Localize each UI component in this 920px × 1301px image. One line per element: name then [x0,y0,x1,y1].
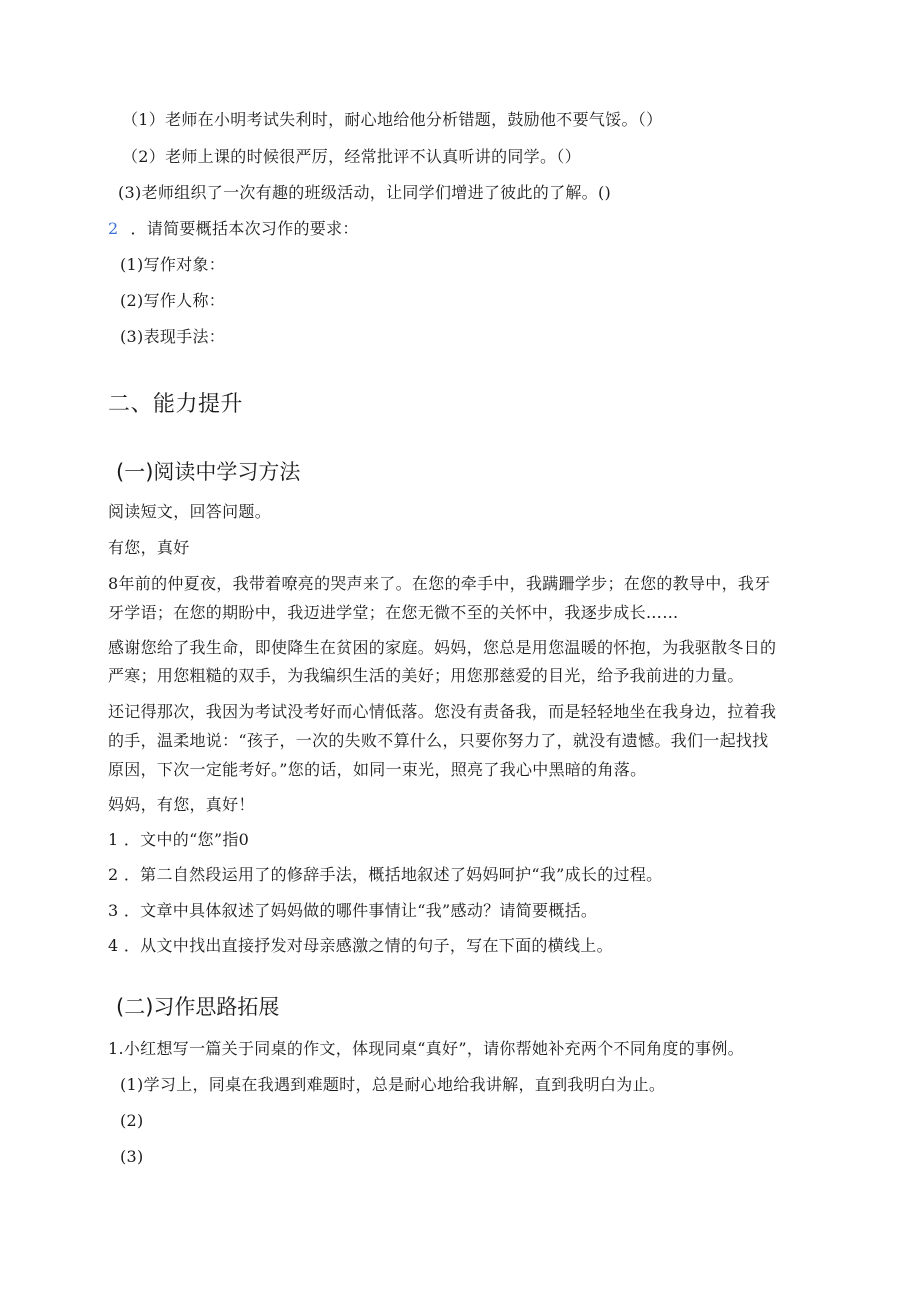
subsection-2-heading: (二)习作思路拓展 [116,995,280,1019]
subsection-1-heading: (一)阅读中学习方法 [116,460,301,484]
essay-title: 有您，真好 [108,538,190,557]
requirement-2: (2)写作人称： [120,291,226,310]
essay-para-3-line-2: 的手，温柔地说：“孩子，一次的失败不算什么，只要你努力了，就没有遗憾。我们一起找找 [108,731,769,750]
writing-item-3: (3) [120,1147,144,1166]
reading-question-3: 3 ．文章中具体叙述了妈妈做的哪件事情让“我”感动？请简要概括。 [108,901,598,920]
judge-item-2: （2）老师上课的时候很严厉，经常批评不认真听讲的同学。（） [122,147,581,166]
essay-para-1-line-2: 牙学语；在您的期盼中，我迈进学堂；在您无微不至的关怀中，我逐步成长…… [108,603,679,622]
reading-question-4: 4 ．从文中找出直接抒发对母亲感激之情的句子，写在下面的横线上。 [108,936,613,955]
requirement-3: (3)表现手法： [120,327,226,346]
reading-question-2: 2 ．第二自然段运用了的修辞手法，概括地叙述了妈妈呵护“我”成长的过程。 [108,865,663,884]
essay-para-3-line-3: 原因，下次一定能考好。”您的话，如同一束光，照亮了我心中黑暗的角落。 [108,760,647,779]
writing-question-1: 1.小红想写一篇关于同桌的作文，体现同桌“真好”，请你帮她补充两个不同角度的事例。 [108,1039,744,1058]
essay-para-2-line-1: 感谢您给了我生命，即使降生在贫困的家庭。妈妈，您总是用您温暖的怀抱，为我驱散冬日的 [108,638,777,657]
writing-item-1: (1)学习上，同桌在我遇到难题时，总是耐心地给我讲解，直到我明白为止。 [120,1075,666,1094]
essay-para-2-line-2: 严寒；用您粗糙的双手，为我编织生活的美好；用您那慈爱的目光，给予我前进的力量。 [108,666,744,685]
essay-para-1-line-1: 8年前的仲夏夜，我带着嘹亮的哭声来了。在您的牵手中，我蹒跚学步；在您的教导中，我牙 [108,574,771,593]
question-2-number: 2 [108,219,119,238]
judge-item-1: （1）老师在小明考试失利时，耐心地给他分析错题，鼓励他不要气馁。（） [122,110,663,129]
writing-item-2: (2) [120,1111,144,1130]
question-2-text: ．请简要概括本次习作的要求： [130,219,359,238]
reading-question-1: 1 ．文中的“您”指0 [108,830,250,849]
reading-instruction: 阅读短文，回答问题。 [108,502,272,521]
requirement-1: (1)写作对象： [120,255,226,274]
essay-para-4: 妈妈，有您，真好！ [108,795,255,814]
question-2 [108,218,359,240]
judge-item-3: (3)老师组织了一次有趣的班级活动，让同学们增进了彼此的了解。() [118,183,612,202]
section-2-heading: 二、能力提升 [108,392,244,417]
essay-para-3-line-1: 还记得那次，我因为考试没考好而心情低落。您没有责备我，而是轻轻地坐在我身边，拉着我 [108,702,777,721]
